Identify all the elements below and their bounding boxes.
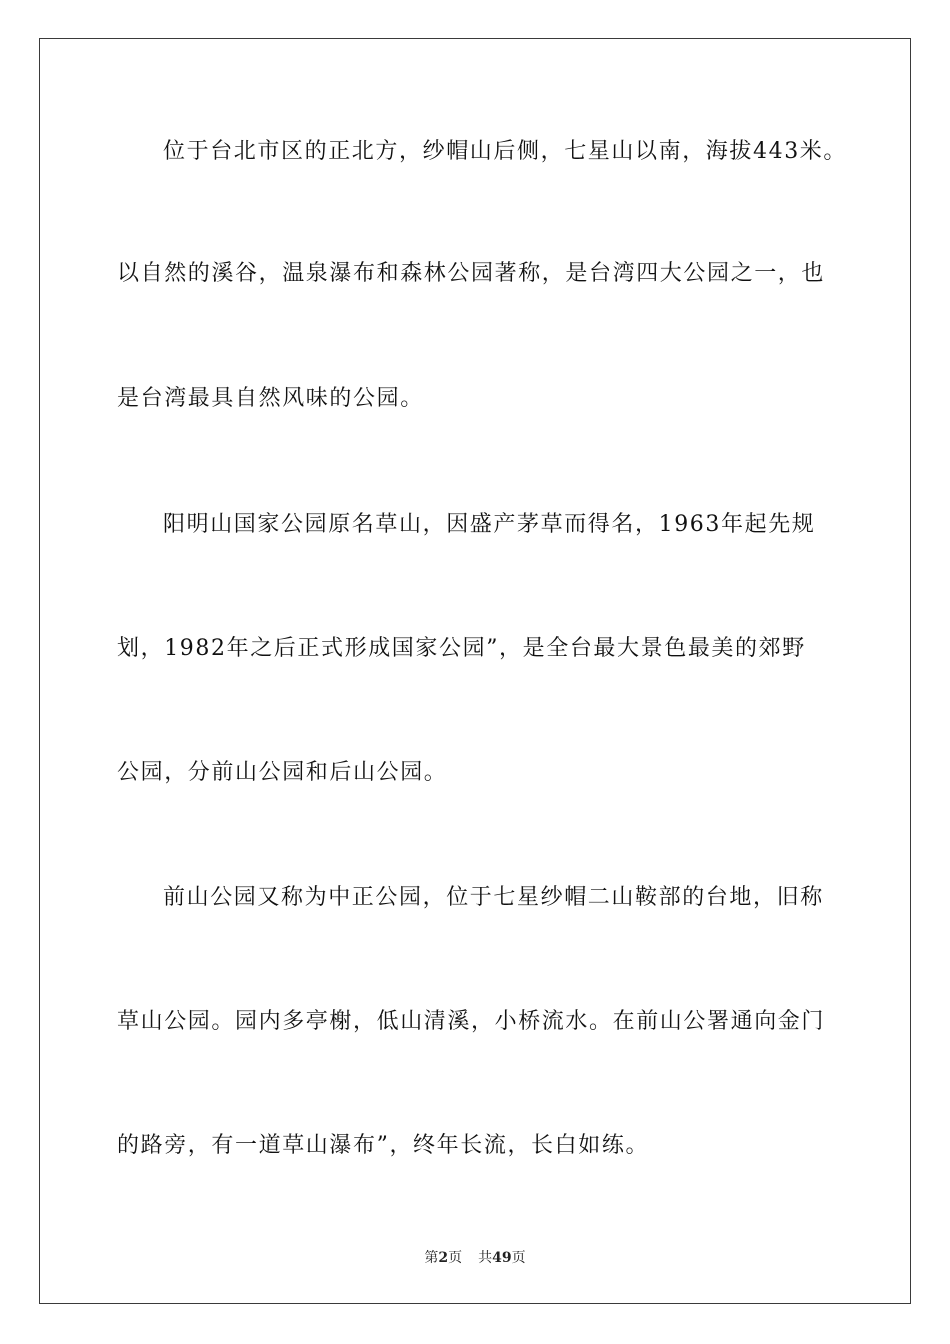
page-suffix: 页 [448, 1250, 463, 1266]
paragraph-2-line-2: 划，1982年之后正式形成国家公园”，是全台最大景色最美的郊野 [117, 636, 806, 661]
paragraph-3-line-2: 草山公园。园内多亭榭，低山清溪，小桥流水。在前山公署通向金门 [117, 1009, 826, 1034]
paragraph-1-line-2: 以自然的溪谷，温泉瀑布和森林公园著称，是台湾四大公园之一，也 [117, 261, 826, 286]
total-prefix: 共 [478, 1250, 493, 1266]
page-number: 2 [438, 1250, 449, 1266]
page-prefix: 第 [424, 1250, 439, 1266]
paragraph-3-line-1: 前山公园又称为中正公园，位于七星纱帽二山鞍部的台地，旧称 [163, 885, 824, 910]
paragraph-2-line-1: 阳明山国家公园原名草山，因盛产茅草而得名，1963年起先规 [163, 512, 816, 537]
paragraph-1-line-1: 位于台北市区的正北方，纱帽山后侧，七星山以南，海拔443米。 [163, 139, 847, 164]
page-border [39, 38, 911, 1304]
page-footer [0, 1249, 950, 1267]
total-suffix: 页 [511, 1250, 526, 1266]
paragraph-1-line-3: 是台湾最具自然风味的公园。 [117, 386, 424, 411]
total-pages: 49 [492, 1250, 512, 1266]
paragraph-3-line-3: 的路旁，有一道草山瀑布”，终年长流，长白如练。 [117, 1133, 650, 1158]
paragraph-2-line-3: 公园，分前山公园和后山公园。 [117, 760, 448, 785]
